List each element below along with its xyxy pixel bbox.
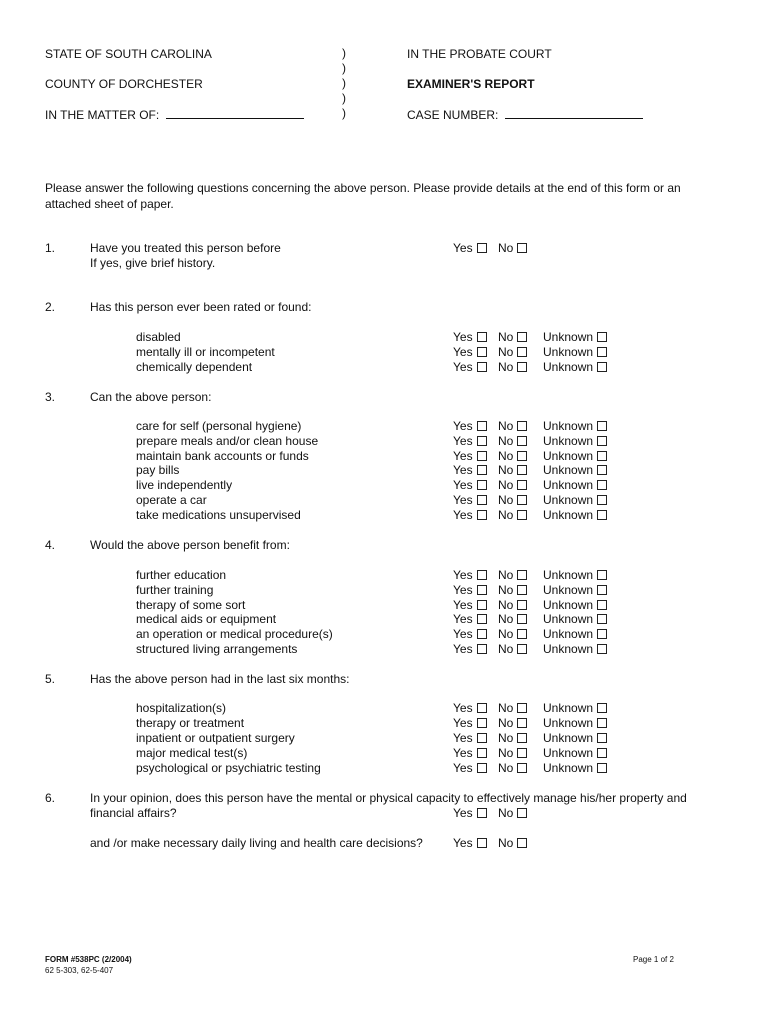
unknown-option: Unknown xyxy=(543,598,607,612)
case-number-field[interactable] xyxy=(505,107,643,119)
unknown-checkbox[interactable] xyxy=(597,465,607,475)
court-heading: IN THE PROBATE COURT xyxy=(407,47,552,61)
question-4-text: Would the above person benefit from: xyxy=(90,538,290,552)
unknown-checkbox[interactable] xyxy=(597,585,607,595)
no-option: No xyxy=(498,642,527,656)
yes-option: Yes xyxy=(453,836,487,850)
no-checkbox[interactable] xyxy=(517,808,527,818)
unknown-checkbox[interactable] xyxy=(597,510,607,520)
yes-checkbox[interactable] xyxy=(477,495,487,505)
unknown-option: Unknown xyxy=(543,345,607,359)
item-label: live independently xyxy=(136,478,233,493)
no-checkbox[interactable] xyxy=(517,585,527,595)
unknown-checkbox[interactable] xyxy=(597,332,607,342)
yes-option: Yes xyxy=(453,716,487,730)
question-1-subtext: If yes, give brief history. xyxy=(90,256,216,270)
no-option: No xyxy=(498,746,527,760)
item-label: operate a car xyxy=(136,493,207,507)
form-number: FORM #538PC (2/2004) xyxy=(45,955,132,964)
unknown-option: Unknown xyxy=(543,731,607,745)
yes-checkbox[interactable] xyxy=(477,703,487,713)
unknown-checkbox[interactable] xyxy=(597,748,607,758)
yes-checkbox[interactable] xyxy=(477,421,487,431)
unknown-option: Unknown xyxy=(543,568,607,582)
question-2-text: Has this person ever been rated or found: xyxy=(90,300,312,314)
no-option: No xyxy=(498,716,527,730)
no-checkbox[interactable] xyxy=(517,763,527,773)
question-number: 4. xyxy=(45,538,56,552)
yes-option: Yes xyxy=(453,360,487,374)
yes-option: Yes xyxy=(453,761,487,775)
no-option: No xyxy=(498,478,527,492)
case-number-label: CASE NUMBER: xyxy=(407,107,643,122)
yes-option: Yes xyxy=(453,612,487,626)
no-option: No xyxy=(498,463,527,477)
yes-checkbox[interactable] xyxy=(477,763,487,773)
yes-option: Yes xyxy=(453,701,487,715)
item-label: further education xyxy=(136,568,227,582)
question-3-text: Can the above person: xyxy=(90,390,212,404)
yes-checkbox[interactable] xyxy=(477,600,487,610)
unknown-option: Unknown xyxy=(543,746,607,760)
no-option: No xyxy=(498,731,527,745)
yes-option: Yes xyxy=(453,627,487,641)
no-checkbox[interactable] xyxy=(517,421,527,431)
no-option: No xyxy=(498,701,527,715)
yes-option: Yes xyxy=(453,806,487,820)
no-checkbox[interactable] xyxy=(517,451,527,461)
yes-option: Yes xyxy=(453,449,487,463)
unknown-option: Unknown xyxy=(543,701,607,715)
item-label: further training xyxy=(136,582,214,597)
page-number: Page 1 of 2 xyxy=(633,955,674,964)
no-checkbox[interactable] xyxy=(517,838,527,848)
yes-checkbox[interactable] xyxy=(477,614,487,624)
no-checkbox[interactable] xyxy=(517,748,527,758)
item-label: inpatient or outpatient surgery xyxy=(136,730,295,745)
unknown-checkbox[interactable] xyxy=(597,718,607,728)
unknown-checkbox[interactable] xyxy=(597,703,607,713)
unknown-checkbox[interactable] xyxy=(597,421,607,431)
no-checkbox[interactable] xyxy=(517,733,527,743)
item-label: therapy or treatment xyxy=(136,715,245,730)
unknown-option: Unknown xyxy=(543,642,607,656)
no-option: No xyxy=(498,627,527,641)
item-label: chemically dependent xyxy=(136,359,253,374)
yes-option: Yes xyxy=(453,493,487,507)
unknown-option: Unknown xyxy=(543,463,607,477)
yes-checkbox[interactable] xyxy=(477,480,487,490)
question-6-line-1: In your opinion, does this person have the mental or physical capacity to effectively manage his/her property and xyxy=(90,791,687,805)
no-checkbox[interactable] xyxy=(517,480,527,490)
no-checkbox[interactable] xyxy=(517,570,527,580)
yes-checkbox[interactable] xyxy=(477,629,487,639)
yes-option: Yes xyxy=(453,330,487,344)
item-label: medical aids or equipment xyxy=(136,612,277,627)
yes-checkbox[interactable] xyxy=(477,570,487,580)
no-checkbox[interactable] xyxy=(517,614,527,624)
yes-option: Yes xyxy=(453,508,487,522)
question-1-text: Have you treated this person before xyxy=(90,241,281,255)
intro-line-2: attached sheet of paper. xyxy=(45,197,174,211)
unknown-checkbox[interactable] xyxy=(597,436,607,446)
no-option: No xyxy=(498,806,527,820)
intro-line-1: Please answer the following questions concerning the above person. Please provide details at the end of this form or an xyxy=(45,181,681,195)
unknown-checkbox[interactable] xyxy=(597,614,607,624)
item-label: prepare meals and/or clean house xyxy=(136,433,319,448)
no-checkbox[interactable] xyxy=(517,495,527,505)
item-label: major medical test(s) xyxy=(136,745,248,760)
paren: ) xyxy=(342,106,346,120)
paren: ) xyxy=(342,46,346,60)
unknown-option: Unknown xyxy=(543,761,607,775)
yes-checkbox[interactable] xyxy=(477,243,487,253)
no-option: No xyxy=(498,434,527,448)
question-number: 2. xyxy=(45,300,56,314)
yes-checkbox[interactable] xyxy=(477,585,487,595)
yes-checkbox[interactable] xyxy=(477,362,487,372)
unknown-checkbox[interactable] xyxy=(597,347,607,357)
item-label: therapy of some sort xyxy=(136,597,246,612)
paren: ) xyxy=(342,61,346,75)
yes-option: Yes xyxy=(453,583,487,597)
matter-name-field[interactable] xyxy=(166,107,304,119)
item-label: care for self (personal hygiene) xyxy=(136,419,302,433)
yes-option: Yes xyxy=(453,731,487,745)
state-heading: STATE OF SOUTH CAROLINA xyxy=(45,47,212,61)
unknown-checkbox[interactable] xyxy=(597,480,607,490)
unknown-option: Unknown xyxy=(543,612,607,626)
unknown-option: Unknown xyxy=(543,330,607,344)
yes-option: Yes xyxy=(453,241,487,255)
no-option: No xyxy=(498,508,527,522)
yes-option: Yes xyxy=(453,434,487,448)
unknown-option: Unknown xyxy=(543,419,607,433)
yes-checkbox[interactable] xyxy=(477,347,487,357)
yes-checkbox[interactable] xyxy=(477,465,487,475)
no-option: No xyxy=(498,345,527,359)
yes-option: Yes xyxy=(453,478,487,492)
yes-checkbox[interactable] xyxy=(477,718,487,728)
no-option: No xyxy=(498,241,527,255)
no-option: No xyxy=(498,836,527,850)
question-number: 5. xyxy=(45,672,56,686)
yes-checkbox[interactable] xyxy=(477,838,487,848)
unknown-option: Unknown xyxy=(543,627,607,641)
yes-option: Yes xyxy=(453,642,487,656)
yes-option: Yes xyxy=(453,345,487,359)
unknown-option: Unknown xyxy=(543,478,607,492)
question-number: 6. xyxy=(45,791,56,805)
unknown-option: Unknown xyxy=(543,360,607,374)
no-checkbox[interactable] xyxy=(517,243,527,253)
unknown-checkbox[interactable] xyxy=(597,763,607,773)
yes-option: Yes xyxy=(453,463,487,477)
yes-option: Yes xyxy=(453,746,487,760)
no-option: No xyxy=(498,568,527,582)
item-label: disabled xyxy=(136,330,181,344)
no-option: No xyxy=(498,330,527,344)
no-checkbox[interactable] xyxy=(517,510,527,520)
item-label: psychological or psychiatric testing xyxy=(136,760,321,775)
yes-option: Yes xyxy=(453,568,487,582)
county-heading: COUNTY OF DORCHESTER xyxy=(45,77,203,91)
yes-checkbox[interactable] xyxy=(477,510,487,520)
no-checkbox[interactable] xyxy=(517,718,527,728)
unknown-checkbox[interactable] xyxy=(597,600,607,610)
unknown-option: Unknown xyxy=(543,508,607,522)
yes-option: Yes xyxy=(453,598,487,612)
yes-checkbox[interactable] xyxy=(477,436,487,446)
question-number: 1. xyxy=(45,241,56,255)
no-option: No xyxy=(498,761,527,775)
item-label: pay bills xyxy=(136,463,180,478)
no-option: No xyxy=(498,598,527,612)
question-6-line-3: and /or make necessary daily living and health care decisions? xyxy=(90,836,423,850)
item-label: mentally ill or incompetent xyxy=(136,344,275,359)
yes-checkbox[interactable] xyxy=(477,644,487,654)
yes-checkbox[interactable] xyxy=(477,451,487,461)
item-label: maintain bank accounts or funds xyxy=(136,448,309,463)
unknown-option: Unknown xyxy=(543,434,607,448)
unknown-checkbox[interactable] xyxy=(597,629,607,639)
no-checkbox[interactable] xyxy=(517,629,527,639)
question-number: 3. xyxy=(45,390,56,404)
unknown-checkbox[interactable] xyxy=(597,733,607,743)
question-5-text: Has the above person had in the last six months: xyxy=(90,672,350,686)
no-checkbox[interactable] xyxy=(517,703,527,713)
paren: ) xyxy=(342,76,346,90)
yes-option: Yes xyxy=(453,419,487,433)
no-checkbox[interactable] xyxy=(517,465,527,475)
no-option: No xyxy=(498,419,527,433)
matter-label: IN THE MATTER OF: xyxy=(45,107,304,122)
no-option: No xyxy=(498,449,527,463)
no-option: No xyxy=(498,360,527,374)
statute-codes: 62 5-303, 62-5-407 xyxy=(45,966,114,975)
no-checkbox[interactable] xyxy=(517,644,527,654)
no-checkbox[interactable] xyxy=(517,436,527,446)
paren: ) xyxy=(342,91,346,105)
no-checkbox[interactable] xyxy=(517,362,527,372)
no-checkbox[interactable] xyxy=(517,600,527,610)
report-title: EXAMINER'S REPORT xyxy=(407,77,535,91)
unknown-checkbox[interactable] xyxy=(597,570,607,580)
unknown-checkbox[interactable] xyxy=(597,362,607,372)
unknown-option: Unknown xyxy=(543,493,607,507)
no-checkbox[interactable] xyxy=(517,332,527,342)
item-label: hospitalization(s) xyxy=(136,701,227,715)
yes-checkbox[interactable] xyxy=(477,748,487,758)
no-option: No xyxy=(498,493,527,507)
no-option: No xyxy=(498,583,527,597)
no-checkbox[interactable] xyxy=(517,347,527,357)
question-6-line-2: financial affairs? xyxy=(90,806,177,820)
yes-checkbox[interactable] xyxy=(477,733,487,743)
unknown-checkbox[interactable] xyxy=(597,495,607,505)
unknown-option: Unknown xyxy=(543,583,607,597)
item-label: structured living arrangements xyxy=(136,642,298,656)
unknown-checkbox[interactable] xyxy=(597,644,607,654)
yes-checkbox[interactable] xyxy=(477,332,487,342)
unknown-option: Unknown xyxy=(543,449,607,463)
item-label: an operation or medical procedure(s) xyxy=(136,627,333,642)
no-option: No xyxy=(498,612,527,626)
unknown-option: Unknown xyxy=(543,716,607,730)
yes-checkbox[interactable] xyxy=(477,808,487,818)
unknown-checkbox[interactable] xyxy=(597,451,607,461)
item-label: take medications unsupervised xyxy=(136,507,301,522)
